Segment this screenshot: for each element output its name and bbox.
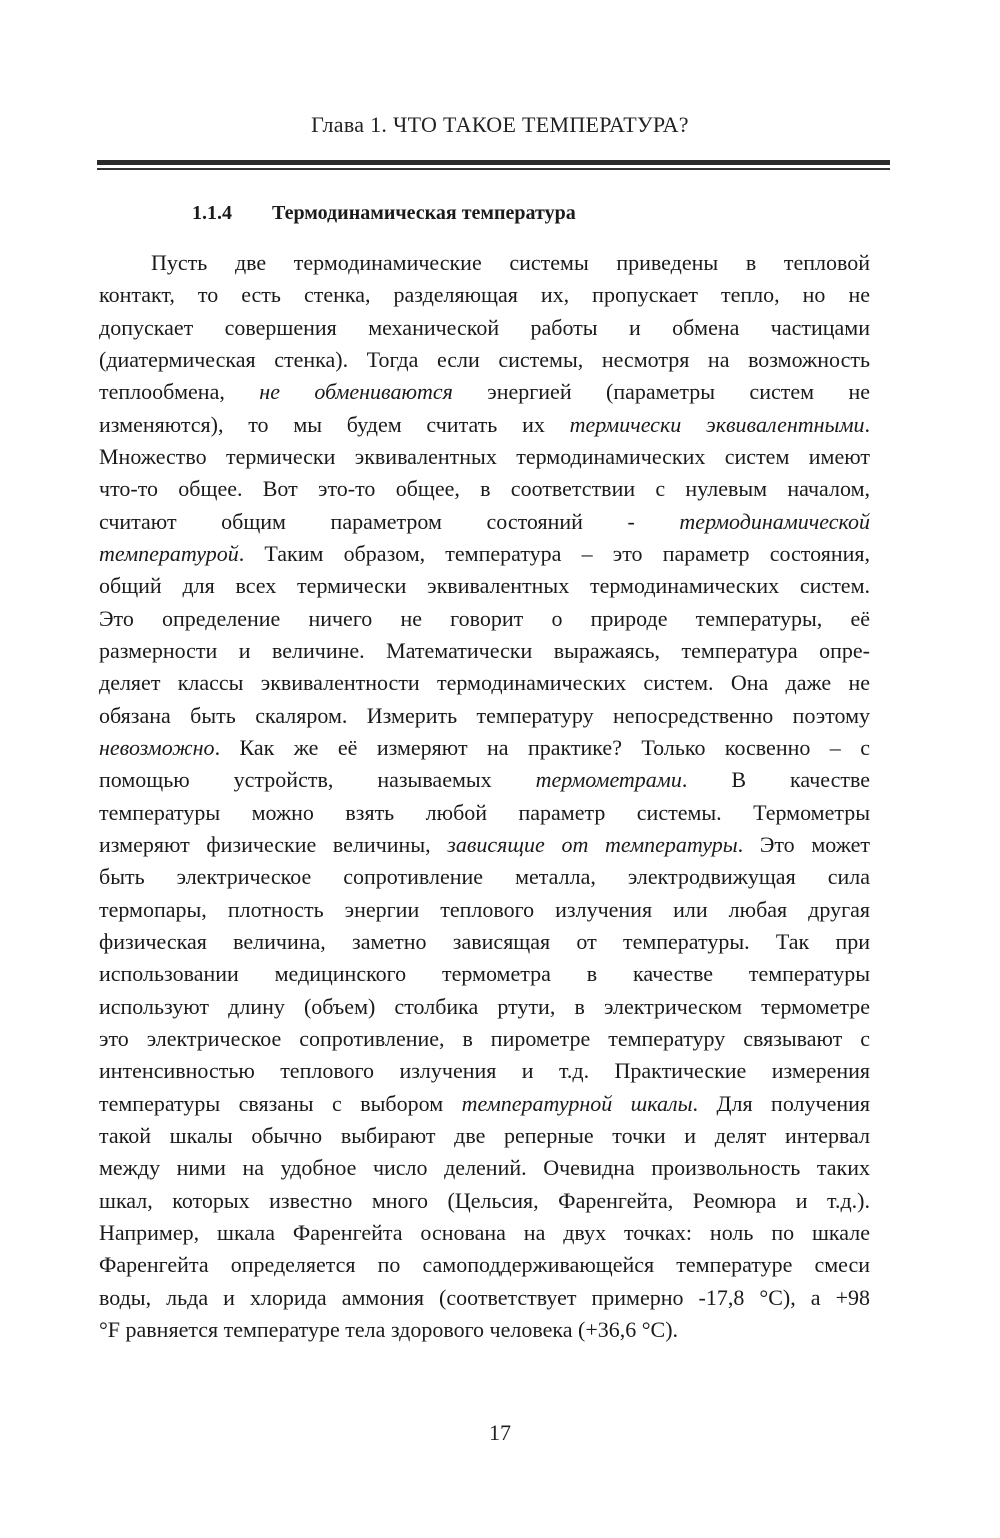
- text-run: помощью устройств, называемых: [99, 767, 536, 793]
- text-run: что-то общее. Вот это-то общее, в соответствии с нулевым началом,: [99, 476, 870, 502]
- text-run: воды, льда и хлорида аммония (соответствует примерно -17,8 °C), а +98: [99, 1284, 870, 1310]
- text-run: такой шкалы обычно выбирают две реперные точки и делят интервал: [99, 1122, 870, 1148]
- header-rule-thin: [97, 168, 890, 170]
- text-run: °F равняется температуре тела здорового человека (+36,6 °C).: [99, 1316, 679, 1342]
- text-run: . Таким образом, температура – это параметр состояния,: [238, 540, 870, 566]
- header-rule-thick: [97, 160, 890, 165]
- emphasized-term: температурой: [99, 540, 239, 566]
- text-run: термопары, плотность энергии теплового излучения или любая другая: [99, 896, 870, 922]
- text-run: температуры связаны с выбором: [99, 1090, 462, 1116]
- text-line: [99, 1152, 870, 1184]
- text-line: [99, 506, 870, 538]
- text-line: [99, 312, 870, 344]
- text-run: используют длину (объем) столбика ртути, в электрическом термометре: [99, 993, 870, 1019]
- text-line: [99, 926, 870, 958]
- text-run: Это определение ничего не говорит о природе температуры, её: [99, 605, 870, 631]
- text-run: Фаренгейта определяется по самоподдерживающейся температуре смеси: [99, 1252, 870, 1278]
- text-run: . Как же её измеряют на практике? Только косвенно – с: [214, 734, 870, 760]
- text-line: [99, 1314, 870, 1346]
- text-run: . В качестве: [681, 767, 870, 793]
- emphasized-term: термически эквивалентными: [569, 411, 865, 437]
- text-run: физическая величина, заметно зависящая от температуры. Так при: [99, 928, 870, 954]
- text-line: [99, 247, 870, 279]
- emphasized-term: не обмениваются: [259, 379, 453, 405]
- text-run: Множество термически эквивалентных термодинамических систем имеют: [99, 443, 870, 469]
- text-run: считают общим параметром состояний -: [99, 508, 680, 534]
- text-line: [99, 732, 870, 764]
- text-line: [99, 279, 870, 311]
- text-run: использовании медицинского термометра в качестве температуры: [99, 961, 870, 987]
- text-line: [99, 1120, 870, 1152]
- text-run: Пусть две термодинамические системы приведены в тепловой: [151, 250, 870, 275]
- emphasized-term: зависящие от температуры: [447, 831, 738, 857]
- section-title: Термодинамическая температура: [272, 202, 576, 224]
- text-run: температуры можно взять любой параметр системы. Термометры: [99, 799, 870, 825]
- text-line: [99, 635, 870, 667]
- text-line: [99, 1249, 870, 1281]
- text-line: [99, 861, 870, 893]
- text-run: .: [864, 411, 870, 437]
- text-line: [99, 376, 870, 408]
- text-line: [99, 441, 870, 473]
- text-line: [99, 667, 870, 699]
- emphasized-term: невозможно: [99, 734, 215, 760]
- text-line: [99, 1023, 870, 1055]
- text-line: [99, 894, 870, 926]
- text-run: (диатермическая стенка). Тогда если системы, несмотря на возможность: [99, 346, 870, 372]
- text-run: измеряют физические величины,: [99, 831, 448, 857]
- page-number: 17: [489, 1420, 511, 1445]
- body-paragraph: [99, 247, 870, 1346]
- emphasized-term: температурной шкалы: [461, 1090, 693, 1116]
- text-run: это электрическое сопротивление, в пирометре температуру связывают с: [99, 1025, 870, 1051]
- text-line: [99, 473, 870, 505]
- running-header: Глава 1. ЧТО ТАКОЕ ТЕМПЕРАТУРА?: [311, 112, 689, 137]
- section-heading: [192, 202, 576, 225]
- text-line: [99, 1088, 870, 1120]
- text-line: [99, 538, 870, 570]
- text-run: Например, шкала Фаренгейта основана на двух точках: ноль по шкале: [99, 1219, 870, 1245]
- text-run: быть электрическое сопротивление металла, электродвижущая сила: [99, 864, 870, 890]
- text-line: [99, 409, 870, 441]
- section-number: 1.1.4: [192, 202, 232, 224]
- text-run: . Для получения: [692, 1090, 871, 1116]
- text-run: допускает совершения механической работы и обмена частицами: [99, 314, 870, 340]
- text-line: [99, 603, 870, 635]
- text-line: [99, 700, 870, 732]
- text-run: между ними на удобное число делений. Очевидна произвольность таких: [99, 1155, 870, 1181]
- text-run: размерности и величине. Математически выражаясь, температура опре-: [99, 637, 870, 663]
- text-run: шкал, которых известно много (Цельсия, Фаренгейта, Реомюра и т.д.).: [99, 1187, 870, 1213]
- text-line: [99, 344, 870, 376]
- text-run: деляет классы эквивалентности термодинамических систем. Она даже не: [99, 670, 870, 696]
- text-run: общий для всех термически эквивалентных термодинамических систем.: [99, 573, 870, 599]
- emphasized-term: термометрами: [535, 767, 682, 793]
- text-line: [99, 1282, 870, 1314]
- text-run: изменяются), то мы будем считать их: [99, 411, 570, 437]
- text-line: [99, 797, 870, 829]
- text-line: [99, 764, 870, 796]
- text-line: [99, 1055, 870, 1087]
- text-line: [99, 958, 870, 990]
- text-run: обязана быть скаляром. Измерить температуру непосредственно поэтому: [99, 702, 870, 728]
- text-run: энергией (параметры систем не: [452, 379, 871, 405]
- text-run: контакт, то есть стенка, разделяющая их, пропускает тепло, но не: [99, 282, 870, 308]
- text-line: [99, 1185, 870, 1217]
- text-run: теплообмена,: [99, 379, 260, 405]
- text-line: [99, 991, 870, 1023]
- emphasized-term: термодинамической: [679, 508, 870, 534]
- text-run: . Это может: [737, 831, 870, 857]
- text-line: [99, 1217, 870, 1249]
- text-run: интенсивностью теплового излучения и т.д. Практические измерения: [99, 1058, 870, 1084]
- text-line: [99, 570, 870, 602]
- text-line: [99, 829, 870, 861]
